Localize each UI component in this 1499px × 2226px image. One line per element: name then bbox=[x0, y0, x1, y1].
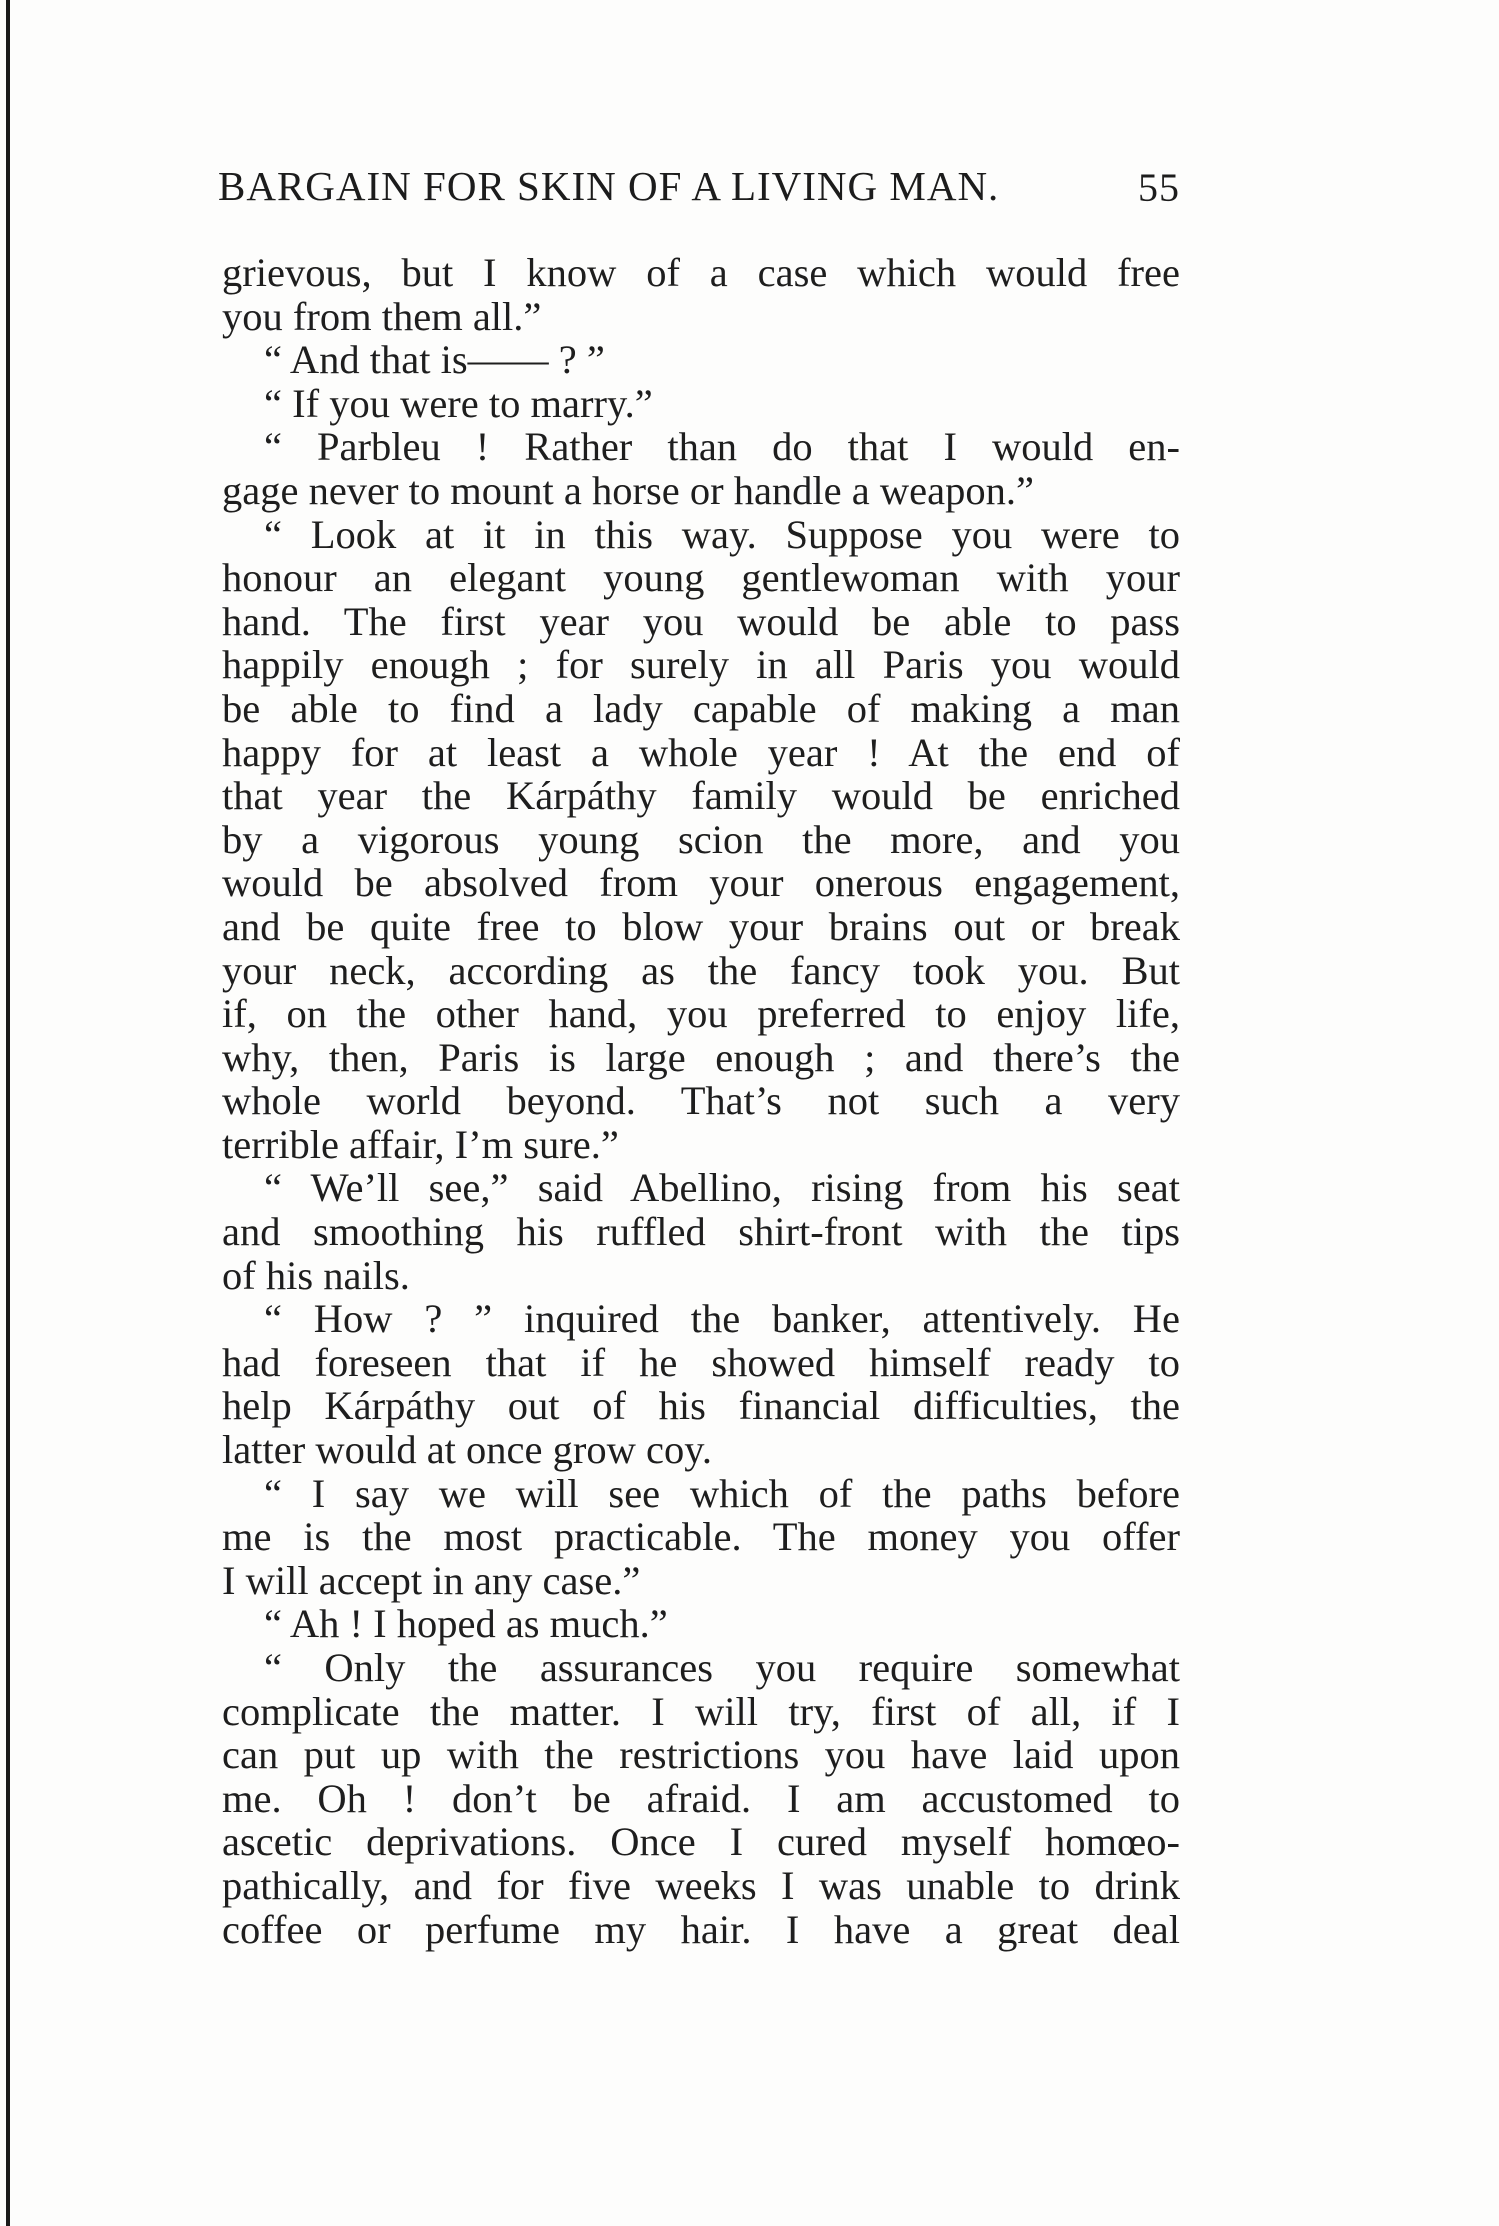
text-line: happily enough ; for surely in all Paris you would bbox=[222, 642, 1180, 688]
text-line: happy for at least a whole year ! At the end of bbox=[222, 729, 1180, 775]
text-line: that year the Kárpáthy family would be enriched bbox=[222, 773, 1180, 819]
text-line: latter would at once grow coy. bbox=[222, 1427, 712, 1473]
text-line: would be absolved from your onerous engagement, bbox=[222, 860, 1180, 906]
text-line: grievous, but I know of a case which would free bbox=[222, 250, 1180, 295]
text-line: coffee or perfume my hair. I have a great deal bbox=[222, 1906, 1180, 1952]
text-line: ascetic deprivations. Once I cured myself homœo- bbox=[222, 1819, 1180, 1865]
text-line: complicate the matter. I will try, first of all, if I bbox=[222, 1688, 1180, 1734]
text-line: gage never to mount a horse or handle a weapon.” bbox=[222, 467, 1034, 513]
text-line: “ Parbleu ! Rather than do that I would en- bbox=[264, 424, 1180, 470]
text-line: “ We’ll see,” said Abellino, rising from his seat bbox=[264, 1165, 1180, 1211]
text-line: by a vigorous young scion the more, and you bbox=[222, 816, 1180, 862]
text-line: “ Look at it in this way. Suppose you were to bbox=[264, 511, 1180, 557]
text-line: me. Oh ! don’t be afraid. I am accustomed to bbox=[222, 1775, 1180, 1821]
page-number: 55 bbox=[1138, 165, 1180, 210]
text-line: honour an elegant young gentlewoman with your bbox=[222, 555, 1180, 601]
text-line: whole world beyond. That’s not such a very bbox=[222, 1078, 1180, 1124]
text-line: your neck, according as the fancy took you. But bbox=[222, 947, 1180, 993]
text-line: help Kárpáthy out of his financial difficulties, the bbox=[222, 1383, 1180, 1429]
text-line: and smoothing his ruffled shirt-front with the tips bbox=[222, 1209, 1180, 1255]
text-line: had foreseen that if he showed himself ready to bbox=[222, 1339, 1180, 1385]
text-line: if, on the other hand, you preferred to enjoy life, bbox=[222, 991, 1180, 1037]
text-line: “ How ? ” inquired the banker, attentively. He bbox=[264, 1296, 1180, 1342]
text-line: me is the most practicable. The money you offer bbox=[222, 1514, 1180, 1560]
body-text bbox=[222, 251, 1180, 1951]
text-line: can put up with the restrictions you have laid upon bbox=[222, 1732, 1180, 1778]
text-line: “ And that is—— ? ” bbox=[264, 337, 605, 383]
text-line: terrible affair, I’m sure.” bbox=[222, 1121, 619, 1167]
text-line: “ Only the assurances you require somewhat bbox=[264, 1645, 1180, 1690]
text-line: you from them all.” bbox=[222, 293, 542, 339]
text-line: be able to find a lady capable of making a man bbox=[222, 685, 1180, 731]
text-line: I will accept in any case.” bbox=[222, 1557, 641, 1603]
text-line: “ If you were to marry.” bbox=[264, 380, 653, 426]
running-title: BARGAIN FOR SKIN OF A LIVING MAN. bbox=[218, 163, 1000, 209]
text-line: hand. The first year you would be able to pass bbox=[222, 598, 1180, 644]
text-line: and be quite free to blow your brains out or break bbox=[222, 903, 1180, 949]
running-header bbox=[218, 162, 1180, 222]
text-line: why, then, Paris is large enough ; and there’s the bbox=[222, 1034, 1180, 1080]
text-line: pathically, and for five weeks I was unable to drink bbox=[222, 1862, 1180, 1908]
binding-edge bbox=[6, 0, 10, 2226]
text-line: “ I say we will see which of the paths before bbox=[264, 1470, 1180, 1516]
text-line: of his nails. bbox=[222, 1252, 410, 1298]
text-line: “ Ah ! I hoped as much.” bbox=[264, 1601, 668, 1647]
